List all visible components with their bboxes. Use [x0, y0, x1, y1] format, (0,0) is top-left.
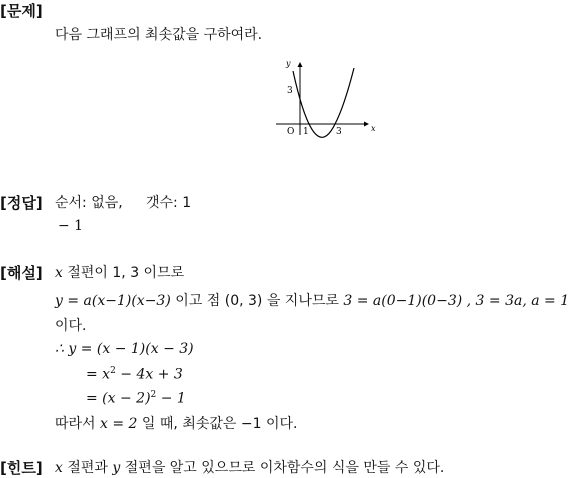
hint-y-variable: y [112, 460, 121, 476]
parabola-graph [270, 55, 380, 140]
x-tick-1: 1 [303, 127, 309, 137]
solution-step-1 [55, 341, 194, 357]
answer-count: 갯수: 1 [146, 195, 192, 211]
equation-1: y = a(x−1)(x−3) [55, 293, 171, 309]
equation-2: 3 = a(0−1)(0−3) , 3 = 3a, a = 1 [343, 293, 570, 309]
step-3-left: = (x − 2) [86, 390, 151, 407]
problem-statement: 다음 그래프의 최솟값을 구하여라. [55, 27, 263, 43]
solution-line-1 [55, 262, 184, 282]
solution-line-2-text: 이고 점 (0, 3) 을 지나므로 [175, 293, 339, 309]
conclusion-equation: x = 2 [100, 416, 138, 432]
solution-line-2 [55, 290, 569, 310]
x-axis-label: x [371, 124, 376, 133]
hint-tag: [힌트] [0, 459, 43, 477]
hint-part-1: 절편과 [67, 460, 108, 476]
solution-step-3 [86, 390, 186, 407]
solution-conclusion [55, 413, 297, 433]
problem-tag: [문제] [0, 2, 43, 20]
x-axis-arrow [364, 122, 369, 127]
hint-part-2: 절편을 알고 있으므로 이차함수의 식을 만들 수 있다. [124, 460, 445, 476]
step-2-right: − 4x + 3 [115, 366, 183, 383]
x-variable: x [55, 265, 63, 281]
step-2-exponent: 2 [110, 366, 116, 376]
solution-tag: [해설] [0, 264, 43, 282]
hint-text [55, 457, 444, 477]
solution-line-3: 이다. [55, 318, 87, 334]
x-tick-3: 3 [336, 127, 342, 137]
y-axis-arrow [298, 62, 303, 67]
y-tick-label: 3 [287, 86, 293, 96]
y-axis-label: y [286, 59, 291, 68]
conclusion-text: 일 때, 최솟값은 −1 이다. [141, 416, 298, 432]
answer-tag: [정답] [0, 194, 43, 212]
step-3-right: − 1 [156, 390, 186, 407]
conclusion-prefix: 따라서 [55, 416, 96, 432]
origin-label: O [287, 127, 295, 137]
answer-order: 순서: 없음, [55, 195, 123, 211]
solution-step-2 [86, 366, 183, 383]
step-2-left: = x [86, 366, 111, 383]
step-3-exponent: 2 [150, 390, 157, 400]
step-1-equation: ∴ y = (x − 1)(x − 3) [55, 341, 194, 357]
solution-line-1-text: 절편이 1, 3 이므로 [67, 265, 185, 281]
hint-x-variable: x [55, 460, 63, 476]
answer-value: − 1 [58, 218, 84, 234]
